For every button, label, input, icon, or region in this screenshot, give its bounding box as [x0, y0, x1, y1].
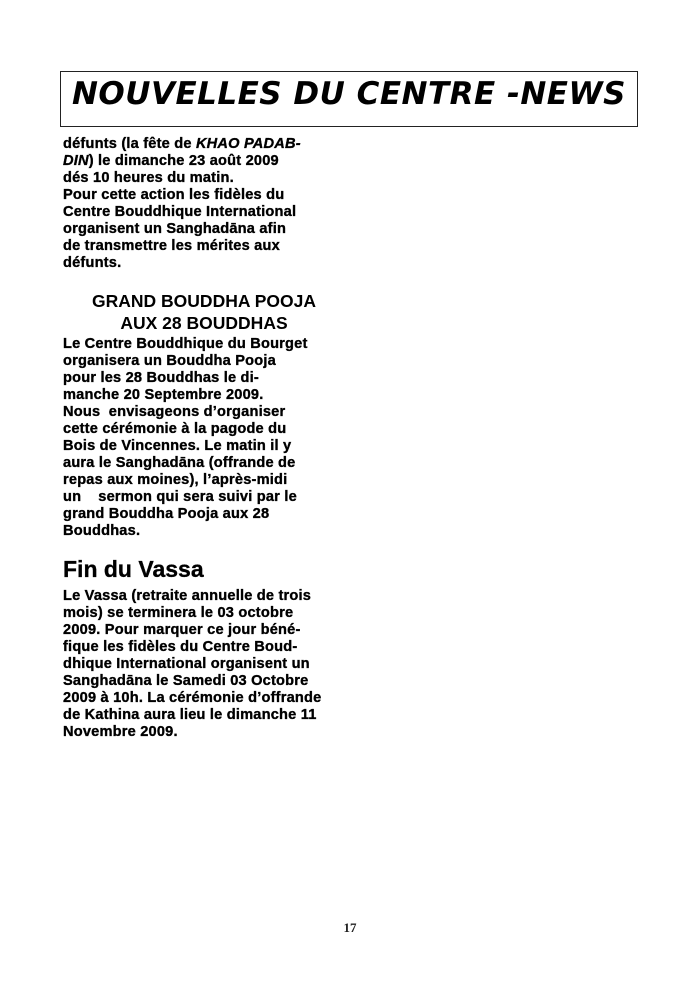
text-line: de Kathina aura lieu le dimanche 11: [63, 707, 317, 723]
text-line: Bouddhas.: [63, 523, 141, 539]
text-line: pour les 28 Bouddhas le di-: [63, 370, 259, 386]
heading-line: GRAND BOUDDHA POOJA: [92, 291, 316, 311]
festival-name: KHAO PADAB-: [195, 136, 301, 152]
text-line: Novembre 2009.: [63, 724, 178, 740]
text-line: 2009. Pour marquer ce jour béné-: [63, 622, 301, 638]
festival-name: DIN: [63, 153, 89, 169]
section-fin-du-vassa: [63, 588, 353, 741]
text-line: aura le Sanghadāna (offrande de: [63, 455, 296, 471]
text-line: Nous envisageons d’organiser: [63, 404, 286, 420]
text-line: dhique International organisent un: [63, 656, 310, 672]
text-line: repas aux moines), l’après-midi: [63, 472, 288, 488]
text-line: dés 10 heures du matin.: [63, 170, 234, 186]
text-line: Le Vassa (retraite annuelle de trois: [63, 588, 312, 604]
text-line: [63, 136, 353, 153]
text-line: manche 20 Septembre 2009.: [63, 387, 264, 403]
text-line: un sermon qui sera suivi par le: [63, 489, 297, 505]
header-box: [60, 71, 638, 127]
text-line: organisent un Sanghadāna afin: [63, 221, 287, 237]
section-heading-fin-du-vassa: Fin du Vassa: [63, 556, 204, 582]
section-defunts: [63, 136, 353, 272]
text-line: grand Bouddha Pooja aux 28: [63, 506, 270, 522]
text-line: Pour cette action les fidèles du: [63, 187, 285, 203]
text-line: défunts.: [63, 255, 122, 271]
section-heading-bouddha-pooja: [63, 290, 345, 334]
text-line: [63, 153, 353, 170]
text-line: Le Centre Bouddhique du Bourget: [63, 336, 308, 352]
page-title: NOUVELLES DU CENTRE -NEWS: [71, 76, 626, 112]
text-line: cette cérémonie à la pagode du: [63, 421, 287, 437]
text-line: mois) se terminera le 03 octobre: [63, 605, 294, 621]
text-line: Bois de Vincennes. Le matin il y: [63, 438, 292, 454]
text-fragment: ) le dimanche 23 août 2009: [88, 153, 279, 169]
section-bouddha-pooja: [63, 336, 353, 540]
text-line: 2009 à 10h. La cérémonie d’offrande: [63, 690, 322, 706]
text-line: de transmettre les mérites aux: [63, 238, 280, 254]
text-line: fique les fidèles du Centre Boud-: [63, 639, 298, 655]
text-line: Centre Bouddhique International: [63, 204, 297, 220]
heading-line: AUX 28 BOUDDHAS: [120, 313, 288, 333]
text-line: organisera un Bouddha Pooja: [63, 353, 276, 369]
text-line: Sanghadāna le Samedi 03 Octobre: [63, 673, 309, 689]
page-number: 17: [343, 920, 357, 935]
text-fragment: défunts (la fête de: [63, 136, 196, 152]
